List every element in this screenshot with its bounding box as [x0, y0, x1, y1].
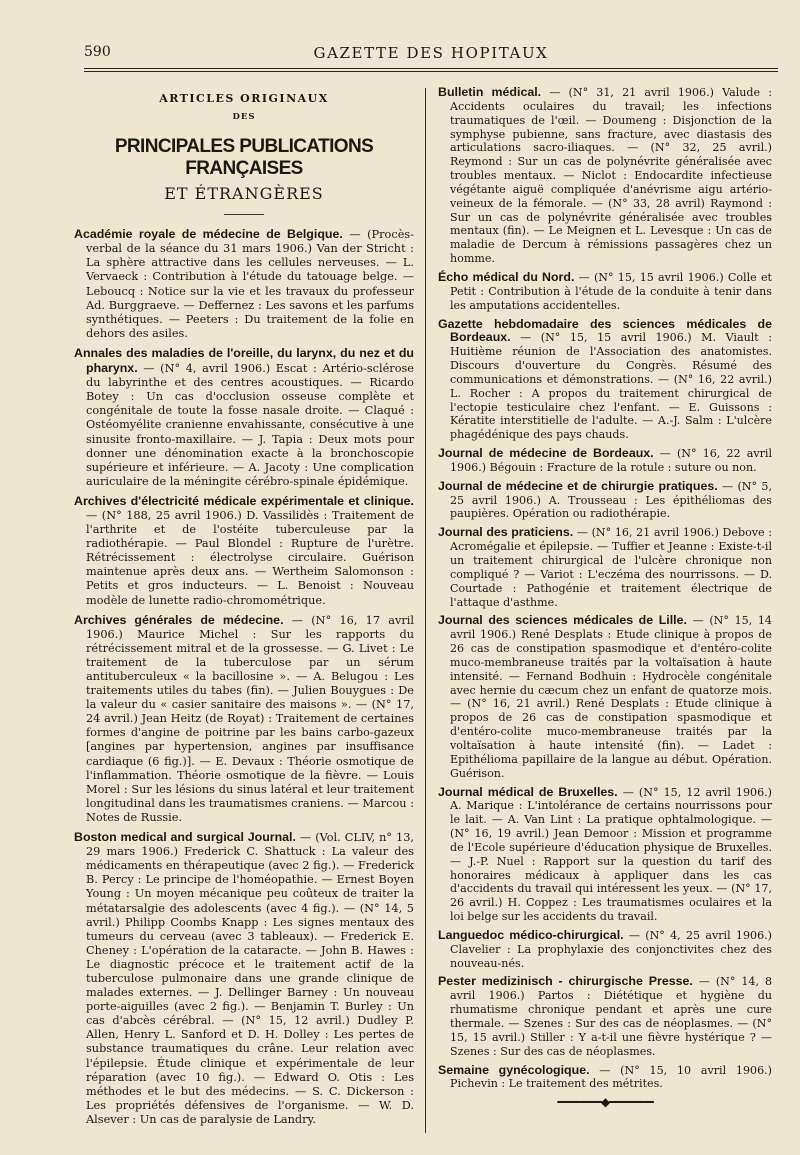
journal-entry: [438, 86, 772, 266]
title-divider: [224, 214, 264, 215]
entry-contents: — (N° 15, 12 avril 1906.) A. Marique : L'intolérance de certains nourrissons pour le lait. — A. Van Lint : La pratique ophtalmologique. — (N° 16, 19 avril.) Jean Demoor : Mission et programme de l'Ecole supérieure d'éducation physique de Bruxelles. — J.-P. Nuel : Rapport sur la question du tarif des honoraires médicaux à appliquer dans les cas d'accidents du travail qui intéressent les yeux. — (N° 17, 26 avril.) H. Coppez : Les traumatismes oculaires et la loi belge sur les accidents du travail.: [450, 785, 772, 924]
journal-name: Gazette hebdomadaire des sciences médicales de Bordeaux.: [438, 316, 772, 345]
journal-name: Semaine gynécologique.: [438, 1062, 590, 1077]
entry-contents: — (N° 16, 22 avril 1906.) Bégouin : Fracture de la rotule : suture ou non.: [450, 447, 772, 474]
section-title: PRINCIPALES PUBLICATIONS FRANÇAISES: [114, 136, 374, 180]
entry-contents: — (N° 16, 17 avril 1906.) Maurice Michel : Sur les rapports du rétrécissement mitral et de la grossesse. — G. Livet : Le traitement de la tuberculose par un sérum antituberculeux « la bacillosine ». — A. Belugou : Les traitements utiles du tabes (fin). — Julien Bouygues : De la valeur du « casier sanitaire des maisons ». — (N° 17, 24 avril.) Jean Heitz (de Royat) : Traitement de certaines formes d'angine de poitrine par les bains carbo-gazeux [angines par hypertension, angines par insuffisance cardiaque (6 fig.)]. — E. Devaux : Théorie osmotique de l'inflammation. Théorie osmotique de la fièvre. — Louis Morel : Sur les lésions du sinus latéral et leur traitement longitudinal dans les traumatismes craniens. — Marcou : Notes de Russie.: [86, 613, 414, 824]
journal-name: Journal de médecine et de chirurgie pratiques.: [438, 478, 718, 493]
entry-contents: — (N° 4, avril 1906.) Escat : Artério-sclérose du labyrinthe et des centres acoustiques. — Ricardo Botey : Un cas d'occlusion osseuse complète et congénitale de toute la fosse nasale droite. — Claqué : Ostéomyélite cranienne envahissante, consécutive à une sinusite fronto-maxillaire. — J. Tapia : Deux mots pour donner une dénomination exacte à la bronchoscopie supérieure et inférieure. — A. Jacoty : Une complication auriculaire de la méningite cérébro-spinale épidémique.: [86, 362, 414, 488]
journal-entry: [74, 227, 414, 341]
journal-title: GAZETTE DES HOPITAUX: [313, 44, 549, 62]
journal-entry: [438, 614, 772, 780]
journal-name: Archives générales de médecine.: [74, 612, 284, 627]
entry-contents: — (N° 31, 21 avril 1906.) Valude : Accidents oculaires du travail; les infections traumatiques de l'œil. — Doumeng : Disjonction de la symphyse pubienne, sans fracture, avec diastasis des articulations sacro-iliaques. — (N° 32, 25 avril.) Reymond : Sur un cas de polynévrite généralisée avec troubles mentaux. — Niclot : Endocardite infectieuse végétante aiguë compliquée d'anévrisme aigu artério-veineux de la fémorale. — (N° 33, 28 avril) Raymond : Sur un cas de polynévrite généralisée avec troubles mentaux (fin). — Le Meignen et L. Levesque : Un cas de maladie de Dercum à rémissions passagères chez un homme.: [450, 86, 772, 266]
right-entries: [438, 86, 772, 1091]
journal-entry: [438, 318, 772, 443]
entry-contents: — (N° 15, 15 avril 1906.) M. Viault : Huitième réunion de l'Association des anatomistes. Discours d'ouverture du Congrès. Résumé des communications et démonstrations. — (N° 16, 22 avril.) L. Rocher : A propos du traitement chirurgical de l'ectopie testiculaire chez l'enfant. — E. Guissons : Kératite interstitielle de l'adulte. — A.-J. Salm : L'ulcère phagédénique des pays chauds.: [450, 331, 772, 442]
journal-name: Pester medizinisch - chirurgische Presse.: [438, 974, 693, 989]
column-divider: [425, 88, 426, 1133]
journal-entry: [438, 271, 772, 313]
journal-name: Écho médical du Nord.: [438, 269, 575, 284]
journal-name: Journal des sciences médicales de Lille.: [438, 613, 687, 628]
journal-entry: [74, 830, 414, 1127]
journal-entry: [438, 480, 772, 522]
entry-contents: — (N° 14, 8 avril 1906.) Partos : Diététique et hygiène du rhumatisme chronique pendant et après une cure thermale. — Szenes : Sur des cas de néoplasmes. — (N° 15, 15 avril.) Stiller : Y a-t-il une fièvre hystérique ? — Szenes : Sur des cas de néoplasmes.: [450, 975, 772, 1058]
journal-name: Journal des praticiens.: [438, 525, 574, 540]
journal-name: Journal de médecine de Bordeaux.: [438, 446, 654, 461]
entry-contents: — (Vol. CLIV, n° 13, 29 mars 1906.) Frederick C. Shattuck : La valeur des médicaments en thérapeutique (avec 2 fig.). — Frederick B. Percy : Le principe de l'homéopathie. — Ernest Boyen Young : Un moyen mécanique peu coûteux de traiter la métatarsalgie des adolescents (avec 4 fig.). — (N° 14, 5 avril.) Philipp Coombs Knapp : Les signes mentaux des tumeurs du cerveau (avec 3 tableaux). — Frederick E. Cheney : L'opération de la cataracte. — John B. Hawes : Le diagnostic précoce et le traitement actif de la tuberculose pulmonaire dans une grande clinique de malades externes. — J. Dellinger Barney : Un nouveau porte-aiguilles (avec 2 fig.). — Benjamin T. Burley : Un cas d'abcès cérébral. — (N° 15, 12 avril.) Dudley P. Allen, Henry L. Sanford et D. H. Dolley : Les pertes de substance traumatiques du crâne. Leur relation avec l'épilepsie. Étude clinique et expérimentale de leur réparation (avec 10 fig.). — Edward O. Otis : Les méthodes et le but des médecins. — S. C. Dickerson : Les propriétés défensives de l'organisme. — W. D. Alsever : Un cas de paralysie de Landry.: [86, 831, 414, 1126]
entry-contents: — (N° 4, 25 avril 1906.) Clavelier : La prophylaxie des conjonctivites chez des nouveau-nés.: [450, 928, 773, 970]
entry-contents: — (N° 15, 15 avril 1906.) Colle et Petit : Contribution à l'étude de la conduite à tenir dans les amputations accidentelles.: [450, 270, 772, 312]
entry-contents: — (N° 188, 25 avril 1906.) D. Vassilidès : Traitement de l'arthrite et de l'ostéite tuberculeuse par la radiothérapie. — Paul Blondel : Rupture de l'urètre. Rétrécissement : électrolyse circulaire. Guérison maintenue après deux ans. — Wertheim Salomonson : Petits et gros inducteurs. — L. Benoist : Nouveau modèle de lunette radio-chromométrique.: [86, 508, 414, 607]
journal-entry: [438, 1064, 772, 1092]
header-rule: [84, 68, 778, 69]
right-column: [438, 86, 772, 1110]
journal-name: Archives d'électricité médicale expérimentale et clinique.: [74, 493, 414, 508]
journal-name: Boston medical and surgical Journal.: [74, 830, 296, 845]
entry-contents: — (N° 15, 14 avril 1906.) René Desplats : Etude clinique à propos de 26 cas de constipation spasmodique et d'entéro-colite muco-membraneuse traités par la voltaïsation à haute intensité. — Fernand Bodhuin : Hydrocèle congénitale avec hernie du cæcum chez un enfant de quatorze mois. — (N° 16, 21 avril.) René Desplats : Etude clinique à propos de 26 cas de constipation spasmodique et d'entéro-colite muco-membraneuse traités par la voltaïsation à haute intensité (fin). — Ladet : Epithélioma papillaire de la langue au début. Opération. Guérison.: [450, 614, 772, 780]
section-subheading: DES: [232, 112, 256, 123]
entry-contents: — (N° 5, 25 avril 1906.) A. Trousseau : Les épithéliomas des paupières. Opération ou radiothérapie.: [450, 479, 772, 521]
section-title-line2: ET ÉTRANGÈRES: [164, 184, 324, 204]
page-header: [84, 44, 778, 66]
journal-entry: [74, 346, 414, 489]
left-entries: [74, 227, 414, 1127]
entry-contents: — (Procès-verbal de la séance du 31 mars 1906.) Van der Stricht : La sphère attractive dans les cellules nerveuses. — L. Vervaeck : Contribution à l'étude du tatouage belge. — Leboucq : Notice sur la vie et les travaux du professeur Ad. Burggraeve. — Deffernez : Les savons et les parfums synthétiques. — Peeters : Du traitement de la folie en dehors des asiles.: [86, 228, 414, 340]
journal-entry: [438, 526, 772, 609]
journal-entry: [438, 447, 772, 475]
section-heading: ARTICLES ORIGINAUX: [159, 92, 329, 105]
page-number: 590: [84, 44, 111, 60]
end-ornament: ━━━━━━━◆━━━━━━━: [557, 1095, 653, 1110]
journal-entry: [74, 613, 414, 825]
journal-entry: [438, 975, 772, 1058]
journal-name: Bulletin médical.: [438, 85, 542, 99]
entry-contents: — (N° 16, 21 avril 1906.) Debove : Acromégalie et épilepsie. — Tuffier et Jeanne : Existe-t-il un traitement chirurgical de l'ulcère chronique non compliqué ? — Variot : L'eczéma des nourrissons. — D. Courtade : Pathogénie et traitement électrique de l'attaque d'asthme.: [450, 526, 773, 609]
left-column: [74, 86, 414, 1132]
journal-name: Languedoc médico-chirurgical.: [438, 927, 624, 942]
journal-entry: [438, 786, 772, 924]
journal-entry: [74, 494, 414, 608]
header-rule-thin: [84, 71, 778, 72]
journal-name: Journal médical de Bruxelles.: [438, 784, 618, 799]
journal-entry: [438, 929, 772, 971]
journal-name: Annales des maladies de l'oreille, du larynx, du nez et du pharynx.: [74, 345, 414, 376]
entry-contents: — (N° 15, 10 avril 1906.) Pichevin : Le traitement des métrites.: [450, 1063, 772, 1091]
journal-name: Académie royale de médecine de Belgique.: [74, 227, 343, 242]
